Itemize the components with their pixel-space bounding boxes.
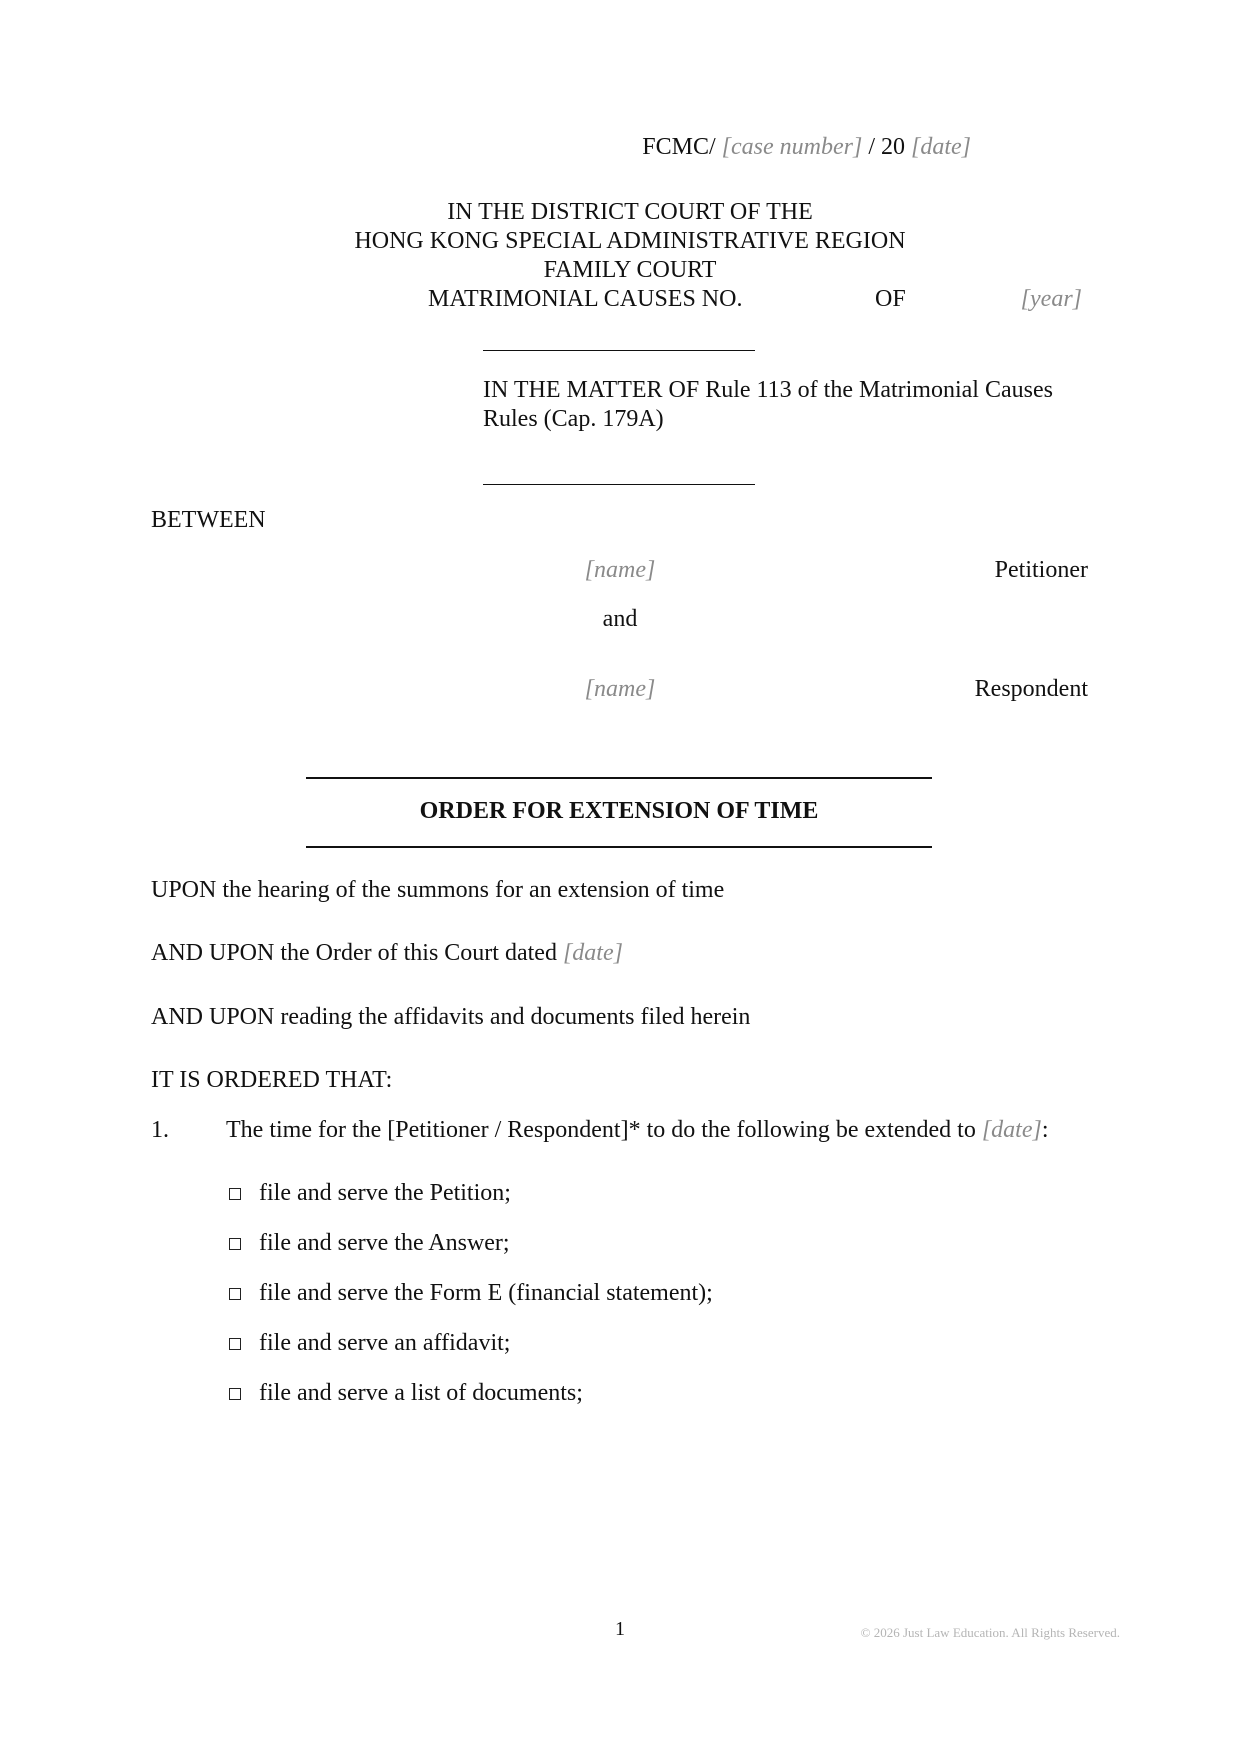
recital-hearing: UPON the hearing of the summons for an extension of time <box>151 877 725 903</box>
recital-order <box>151 939 623 968</box>
divider-short-2 <box>483 484 755 485</box>
case-number-placeholder: [case number] <box>721 134 863 160</box>
item-1-text: The time for the [Petitioner / Respondent]* to do the following be extended to <box>226 1117 976 1143</box>
year-placeholder: [year] <box>1020 286 1082 312</box>
title-rule-top <box>306 777 932 779</box>
matrimonial-causes-of: OF <box>875 286 906 312</box>
checklist-item-answer: file and serve the Answer; <box>259 1230 510 1256</box>
order-title: ORDER FOR EXTENSION OF TIME <box>419 798 819 824</box>
matrimonial-causes-label: MATRIMONIAL CAUSES NO. <box>428 286 743 312</box>
checklist-item-petition: file and serve the Petition; <box>259 1180 511 1206</box>
matter-line-2: Rules (Cap. 179A) <box>483 406 664 432</box>
respondent-role: Respondent <box>974 676 1088 702</box>
petitioner-role: Petitioner <box>994 557 1088 583</box>
case-date-placeholder: [date] <box>911 134 971 160</box>
and-label: and <box>602 606 638 632</box>
recital-affidavits: AND UPON reading the affidavits and documents filed herein <box>151 1004 751 1030</box>
respondent-name-placeholder: [name] <box>584 676 656 702</box>
item-1-colon: : <box>1041 1117 1049 1143</box>
page-number: 1 <box>615 1618 625 1640</box>
item-1-date-placeholder: [date] <box>981 1117 1042 1143</box>
item-1-number: 1. <box>151 1117 169 1143</box>
checklist-item-affidavit: file and serve an affidavit; <box>259 1330 511 1356</box>
matter-line-1: IN THE MATTER OF Rule 113 of the Matrimonial Causes <box>483 377 1053 403</box>
case-number-line <box>642 133 971 162</box>
checklist-item-form-e: file and serve the Form E (financial statement); <box>259 1280 713 1306</box>
checkbox-petition[interactable] <box>229 1188 241 1200</box>
case-prefix: FCMC/ <box>642 134 716 160</box>
court-line-1: IN THE DISTRICT COURT OF THE <box>447 199 813 225</box>
it-is-ordered: IT IS ORDERED THAT: <box>151 1067 393 1093</box>
recital-order-text: AND UPON the Order of this Court dated <box>151 940 557 966</box>
title-rule-bottom <box>306 846 932 848</box>
case-year-prefix: / 20 <box>868 134 905 160</box>
recital-order-date-placeholder: [date] <box>562 940 623 966</box>
checkbox-affidavit[interactable] <box>229 1338 241 1350</box>
item-1-text-line <box>226 1116 1049 1145</box>
checkbox-answer[interactable] <box>229 1238 241 1250</box>
petitioner-name-placeholder: [name] <box>584 557 656 583</box>
checklist-item-list-of-documents: file and serve a list of documents; <box>259 1380 583 1406</box>
court-line-2: HONG KONG SPECIAL ADMINISTRATIVE REGION <box>354 228 906 254</box>
court-line-3: FAMILY COURT <box>543 257 717 283</box>
between-label: BETWEEN <box>151 507 266 533</box>
divider-short-1 <box>483 350 755 351</box>
checkbox-form-e[interactable] <box>229 1288 241 1300</box>
copyright-notice: © 2026 Just Law Education. All Rights Reserved. <box>860 1625 1120 1640</box>
checkbox-list-of-documents[interactable] <box>229 1388 241 1400</box>
